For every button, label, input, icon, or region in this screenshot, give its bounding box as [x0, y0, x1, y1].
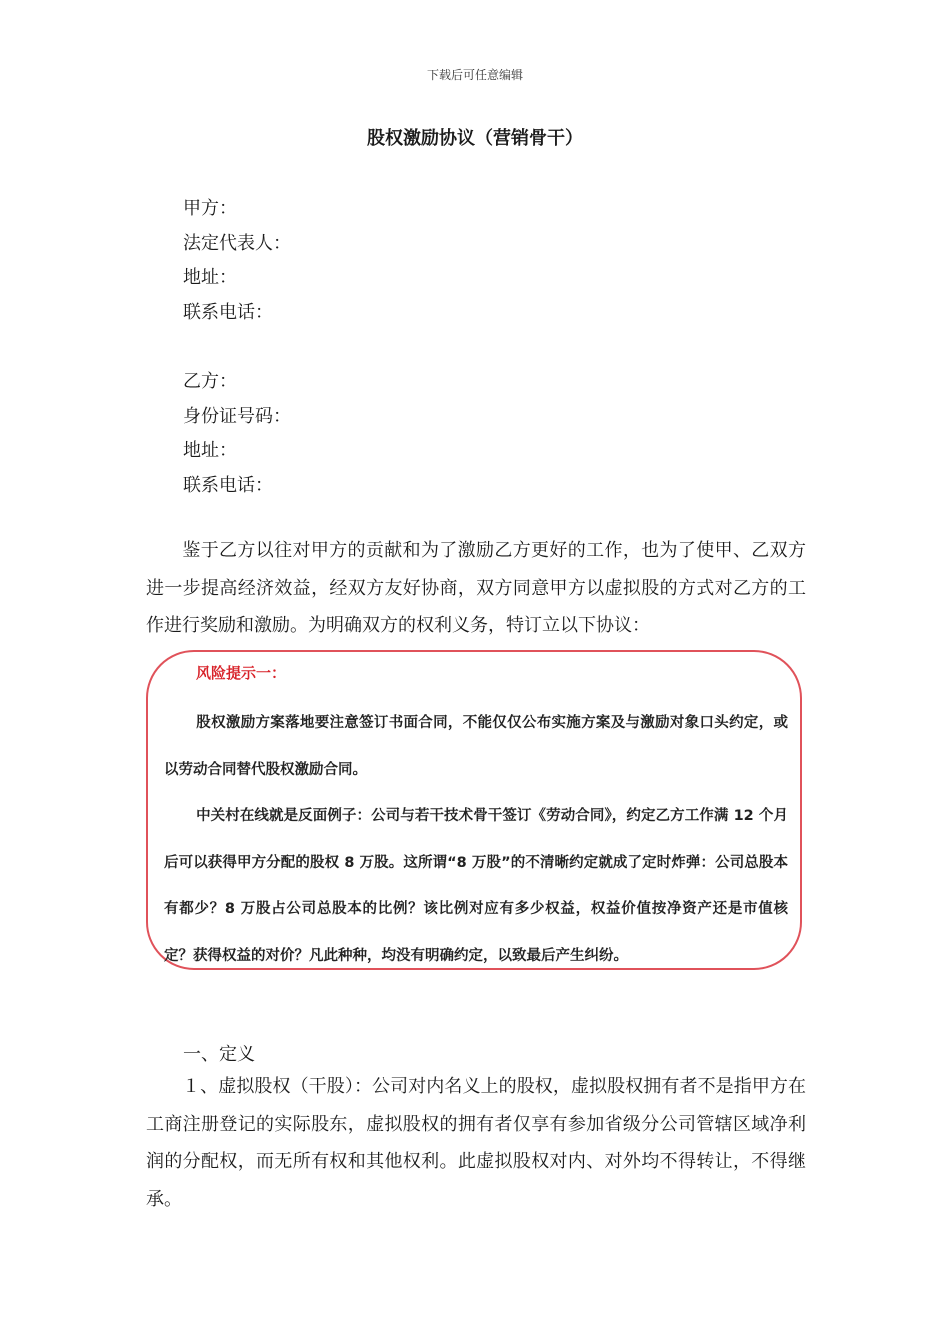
risk-note-box [146, 650, 802, 970]
risk-note-body [164, 700, 788, 979]
clause-1-text: １、虚拟股权（干股）：公司对内名义上的股权，虚拟股权拥有者不是指甲方在工商注册登记的实际股东，虚拟股权的拥有者仅享有参加省级分公司管辖区域净利润的分配权，而无所有权和其他权利。此虚拟股权对内、对外均不得转让，不得继承。 [146, 1076, 806, 1210]
risk-note-para2: 中关村在线就是反面例子：公司与若干技术骨干签订《劳动合同》，约定乙方工作满 12 个月后可以获得甲方分配的股权 8 万股。这所谓“8 万股”的不清晰约定就成了定时炸弹：公司总股本有都少？8 万股占公司总股本的比例？该比例对应有多少权益，权益价值按净资产还是市值核定？获得权益的对价？凡此种种，均没有明确约定，以致最后产生纠纷。 [164, 808, 788, 964]
section-heading: 一、定义 [183, 1044, 255, 1065]
party-a-rep-label: 法定代表人： [183, 233, 291, 254]
preamble-text: 鉴于乙方以往对甲方的贡献和为了激励乙方更好的工作，也为了使甲、乙双方进一步提高经济效益，经双方友好协商，双方同意甲方以虚拟股的方式对乙方的工作进行奖励和激励。为明确双方的权利义务，特订立以下协议： [146, 540, 806, 636]
party-a-label: 甲方： [183, 198, 237, 219]
clause-paragraph [146, 1068, 806, 1218]
party-a-address-label: 地址： [183, 267, 237, 288]
risk-note-paragraph [164, 793, 788, 979]
header-note: 下载后可任意编辑 [426, 68, 523, 82]
party-a-phone-label: 联系电话： [183, 302, 273, 323]
risk-note-para1: 股权激励方案落地要注意签订书面合同，不能仅仅公布实施方案及与激励对象口头约定，或以劳动合同替代股权激励合同。 [164, 715, 788, 778]
document-title: 股权激励协议（营销骨干） [367, 128, 583, 149]
party-b-id-label: 身份证号码： [183, 406, 291, 427]
party-b-address-label: 地址： [183, 440, 237, 461]
preamble-paragraph [146, 532, 806, 645]
party-b-phone-label: 联系电话： [183, 475, 273, 496]
party-b-label: 乙方： [183, 371, 237, 392]
risk-note-title: 风险提示一： [196, 664, 287, 682]
risk-note-paragraph [164, 700, 788, 793]
